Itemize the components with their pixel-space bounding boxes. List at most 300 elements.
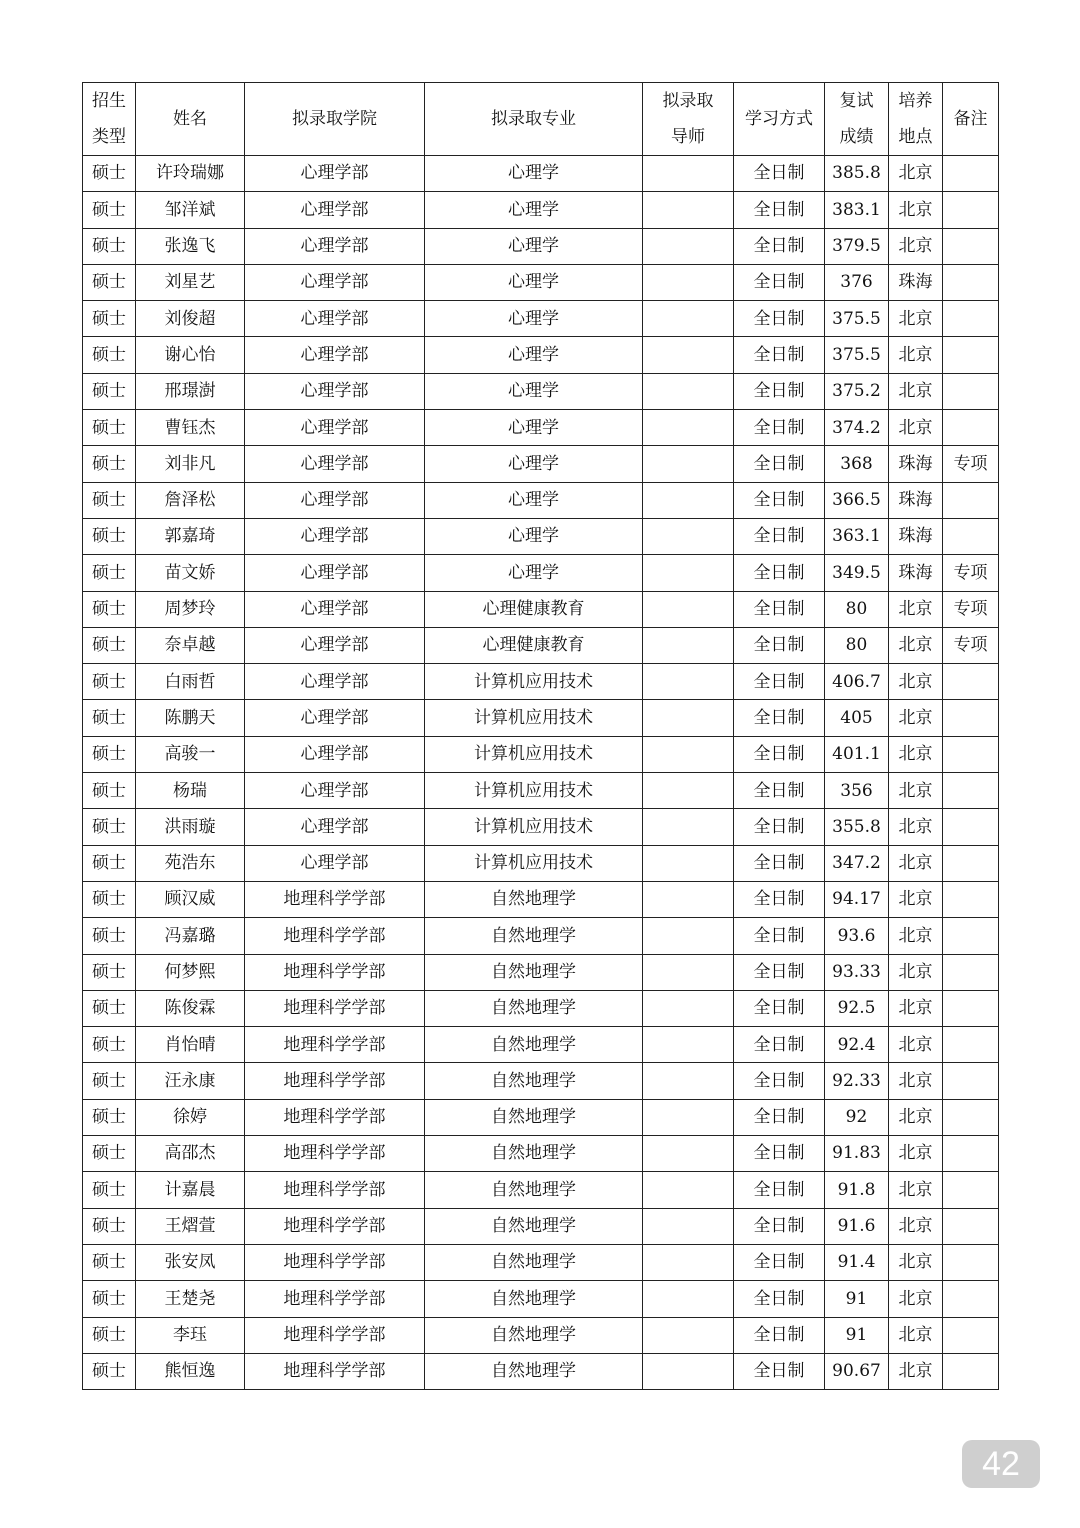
cell-enroll-type: 硕士	[83, 518, 136, 554]
table-row	[83, 845, 999, 881]
col-header-study-mode	[734, 83, 825, 156]
cell-study-mode: 全日制	[734, 337, 825, 373]
table-row	[83, 1317, 999, 1353]
table-row	[83, 228, 999, 264]
cell-name: 高邵杰	[136, 1136, 245, 1172]
cell-name: 徐婷	[136, 1099, 245, 1135]
cell-college: 地理科学学部	[245, 1208, 425, 1244]
cell-major: 自然地理学	[425, 1208, 643, 1244]
cell-major: 计算机应用技术	[425, 809, 643, 845]
cell-enroll-type: 硕士	[83, 736, 136, 772]
cell-major: 自然地理学	[425, 1136, 643, 1172]
cell-retest-score: 379.5	[825, 228, 889, 264]
cell-study-mode: 全日制	[734, 809, 825, 845]
cell-name: 肖怡晴	[136, 1027, 245, 1063]
cell-retest-score: 91	[825, 1317, 889, 1353]
cell-college: 地理科学学部	[245, 990, 425, 1026]
header-text-line: 培养	[898, 91, 933, 111]
cell-advisor	[643, 228, 734, 264]
cell-name: 何梦熙	[136, 954, 245, 990]
cell-major: 自然地理学	[425, 1281, 643, 1317]
cell-remarks	[943, 410, 999, 446]
cell-college: 心理学部	[245, 664, 425, 700]
cell-study-mode: 全日制	[734, 1208, 825, 1244]
cell-retest-score: 375.5	[825, 337, 889, 373]
cell-advisor	[643, 664, 734, 700]
cell-location: 北京	[889, 301, 943, 337]
header-text-line: 地点	[898, 127, 933, 147]
cell-study-mode: 全日制	[734, 1172, 825, 1208]
cell-name: 周梦玲	[136, 591, 245, 627]
table-row	[83, 555, 999, 591]
cell-name: 王熠萱	[136, 1208, 245, 1244]
cell-college: 心理学部	[245, 518, 425, 554]
cell-college: 地理科学学部	[245, 1063, 425, 1099]
cell-study-mode: 全日制	[734, 845, 825, 881]
cell-advisor	[643, 881, 734, 917]
cell-college: 心理学部	[245, 228, 425, 264]
cell-advisor	[643, 1027, 734, 1063]
admission-list-table-container	[82, 82, 998, 1390]
cell-remarks	[943, 1244, 999, 1280]
cell-college: 地理科学学部	[245, 1099, 425, 1135]
cell-major: 心理健康教育	[425, 627, 643, 663]
cell-college: 心理学部	[245, 410, 425, 446]
table-row	[83, 264, 999, 300]
cell-name: 汪永康	[136, 1063, 245, 1099]
cell-advisor	[643, 954, 734, 990]
cell-retest-score: 80	[825, 627, 889, 663]
cell-retest-score: 347.2	[825, 845, 889, 881]
cell-enroll-type: 硕士	[83, 1208, 136, 1244]
cell-study-mode: 全日制	[734, 1281, 825, 1317]
cell-retest-score: 91.83	[825, 1136, 889, 1172]
cell-location: 北京	[889, 700, 943, 736]
table-row	[83, 736, 999, 772]
col-header-enroll-type	[83, 83, 136, 156]
cell-enroll-type: 硕士	[83, 373, 136, 409]
cell-study-mode: 全日制	[734, 264, 825, 300]
cell-enroll-type: 硕士	[83, 1172, 136, 1208]
cell-remarks	[943, 337, 999, 373]
col-header-advisor	[643, 83, 734, 156]
cell-name: 郭嘉琦	[136, 518, 245, 554]
cell-name: 奈卓越	[136, 627, 245, 663]
cell-major: 计算机应用技术	[425, 700, 643, 736]
cell-study-mode: 全日制	[734, 1063, 825, 1099]
table-row	[83, 773, 999, 809]
cell-study-mode: 全日制	[734, 954, 825, 990]
cell-major: 心理学	[425, 264, 643, 300]
cell-advisor	[643, 1281, 734, 1317]
cell-advisor	[643, 990, 734, 1026]
cell-advisor	[643, 410, 734, 446]
cell-college: 心理学部	[245, 845, 425, 881]
cell-location: 北京	[889, 845, 943, 881]
cell-enroll-type: 硕士	[83, 1281, 136, 1317]
cell-name: 詹泽松	[136, 482, 245, 518]
table-body	[83, 156, 999, 1390]
cell-advisor	[643, 446, 734, 482]
cell-study-mode: 全日制	[734, 1244, 825, 1280]
cell-college: 地理科学学部	[245, 954, 425, 990]
cell-enroll-type: 硕士	[83, 1317, 136, 1353]
cell-college: 心理学部	[245, 192, 425, 228]
cell-location: 北京	[889, 410, 943, 446]
header-text-line: 姓名	[173, 109, 207, 129]
cell-major: 自然地理学	[425, 1244, 643, 1280]
cell-college: 心理学部	[245, 700, 425, 736]
cell-enroll-type: 硕士	[83, 809, 136, 845]
cell-retest-score: 92.4	[825, 1027, 889, 1063]
cell-study-mode: 全日制	[734, 192, 825, 228]
table-row	[83, 918, 999, 954]
cell-retest-score: 401.1	[825, 736, 889, 772]
cell-location: 北京	[889, 1063, 943, 1099]
table-row	[83, 1244, 999, 1280]
cell-location: 北京	[889, 373, 943, 409]
cell-remarks	[943, 192, 999, 228]
cell-major: 自然地理学	[425, 918, 643, 954]
cell-name: 苑浩东	[136, 845, 245, 881]
cell-name: 邹洋斌	[136, 192, 245, 228]
cell-advisor	[643, 555, 734, 591]
cell-retest-score: 366.5	[825, 482, 889, 518]
cell-location: 北京	[889, 736, 943, 772]
table-row	[83, 301, 999, 337]
cell-enroll-type: 硕士	[83, 410, 136, 446]
cell-remarks: 专项	[943, 591, 999, 627]
col-header-retest-score	[825, 83, 889, 156]
cell-enroll-type: 硕士	[83, 1244, 136, 1280]
cell-major: 自然地理学	[425, 1317, 643, 1353]
table-row	[83, 1281, 999, 1317]
cell-location: 北京	[889, 627, 943, 663]
cell-study-mode: 全日制	[734, 482, 825, 518]
cell-study-mode: 全日制	[734, 1099, 825, 1135]
cell-enroll-type: 硕士	[83, 337, 136, 373]
cell-retest-score: 383.1	[825, 192, 889, 228]
cell-enroll-type: 硕士	[83, 918, 136, 954]
admission-list-table	[82, 82, 999, 1390]
table-row	[83, 156, 999, 192]
table-header	[83, 83, 999, 156]
cell-enroll-type: 硕士	[83, 990, 136, 1026]
cell-advisor	[643, 809, 734, 845]
cell-location: 北京	[889, 337, 943, 373]
cell-remarks	[943, 809, 999, 845]
cell-enroll-type: 硕士	[83, 881, 136, 917]
cell-major: 自然地理学	[425, 990, 643, 1026]
cell-enroll-type: 硕士	[83, 1027, 136, 1063]
cell-name: 刘非凡	[136, 446, 245, 482]
cell-location: 珠海	[889, 518, 943, 554]
cell-advisor	[643, 700, 734, 736]
cell-remarks	[943, 301, 999, 337]
cell-college: 心理学部	[245, 301, 425, 337]
header-text-line: 拟录取学院	[292, 109, 377, 129]
cell-advisor	[643, 1063, 734, 1099]
cell-major: 计算机应用技术	[425, 845, 643, 881]
cell-name: 陈鹏天	[136, 700, 245, 736]
table-row	[83, 518, 999, 554]
table-row	[83, 700, 999, 736]
cell-location: 北京	[889, 954, 943, 990]
cell-retest-score: 90.67	[825, 1353, 889, 1389]
cell-advisor	[643, 192, 734, 228]
cell-advisor	[643, 1244, 734, 1280]
cell-location: 北京	[889, 1099, 943, 1135]
table-row	[83, 591, 999, 627]
cell-study-mode: 全日制	[734, 373, 825, 409]
table-row	[83, 373, 999, 409]
cell-college: 心理学部	[245, 373, 425, 409]
table-row	[83, 410, 999, 446]
cell-college: 心理学部	[245, 156, 425, 192]
table-row	[83, 192, 999, 228]
cell-location: 北京	[889, 1208, 943, 1244]
cell-retest-score: 93.33	[825, 954, 889, 990]
header-text-line: 拟录取专业	[491, 109, 576, 129]
cell-advisor	[643, 1208, 734, 1244]
col-header-name	[136, 83, 245, 156]
cell-location: 北京	[889, 192, 943, 228]
cell-study-mode: 全日制	[734, 990, 825, 1026]
cell-advisor	[643, 1136, 734, 1172]
cell-location: 北京	[889, 228, 943, 264]
cell-study-mode: 全日制	[734, 881, 825, 917]
cell-retest-score: 375.2	[825, 373, 889, 409]
col-header-location	[889, 83, 943, 156]
cell-major: 自然地理学	[425, 1172, 643, 1208]
cell-name: 熊恒逸	[136, 1353, 245, 1389]
cell-retest-score: 368	[825, 446, 889, 482]
cell-location: 北京	[889, 918, 943, 954]
header-row	[83, 83, 999, 156]
cell-advisor	[643, 1317, 734, 1353]
col-header-major	[425, 83, 643, 156]
cell-college: 地理科学学部	[245, 881, 425, 917]
table-row	[83, 1208, 999, 1244]
cell-remarks	[943, 1136, 999, 1172]
cell-major: 自然地理学	[425, 954, 643, 990]
cell-location: 北京	[889, 1027, 943, 1063]
cell-name: 刘星艺	[136, 264, 245, 300]
cell-advisor	[643, 845, 734, 881]
cell-advisor	[643, 373, 734, 409]
cell-college: 心理学部	[245, 809, 425, 845]
cell-college: 心理学部	[245, 337, 425, 373]
cell-name: 张逸飞	[136, 228, 245, 264]
table-row	[83, 954, 999, 990]
cell-advisor	[643, 918, 734, 954]
cell-remarks	[943, 1281, 999, 1317]
header-text-line: 成绩	[839, 127, 874, 147]
cell-location: 北京	[889, 1281, 943, 1317]
cell-remarks	[943, 228, 999, 264]
cell-remarks	[943, 264, 999, 300]
cell-name: 张安凤	[136, 1244, 245, 1280]
cell-major: 心理健康教育	[425, 591, 643, 627]
cell-major: 计算机应用技术	[425, 664, 643, 700]
header-text-line: 招生	[92, 91, 126, 111]
cell-retest-score: 91.6	[825, 1208, 889, 1244]
cell-retest-score: 376	[825, 264, 889, 300]
table-row	[83, 1099, 999, 1135]
cell-remarks	[943, 1172, 999, 1208]
cell-study-mode: 全日制	[734, 1353, 825, 1389]
cell-remarks	[943, 845, 999, 881]
cell-location: 北京	[889, 664, 943, 700]
cell-enroll-type: 硕士	[83, 156, 136, 192]
cell-study-mode: 全日制	[734, 410, 825, 446]
cell-location: 北京	[889, 591, 943, 627]
cell-retest-score: 406.7	[825, 664, 889, 700]
cell-retest-score: 93.6	[825, 918, 889, 954]
cell-name: 高骏一	[136, 736, 245, 772]
cell-study-mode: 全日制	[734, 518, 825, 554]
cell-advisor	[643, 1353, 734, 1389]
cell-remarks	[943, 482, 999, 518]
cell-retest-score: 91.4	[825, 1244, 889, 1280]
cell-college: 地理科学学部	[245, 1136, 425, 1172]
cell-major: 心理学	[425, 555, 643, 591]
table-row	[83, 1172, 999, 1208]
cell-advisor	[643, 736, 734, 772]
cell-remarks	[943, 881, 999, 917]
cell-study-mode: 全日制	[734, 1317, 825, 1353]
cell-advisor	[643, 518, 734, 554]
cell-location: 珠海	[889, 446, 943, 482]
cell-retest-score: 355.8	[825, 809, 889, 845]
cell-remarks	[943, 700, 999, 736]
cell-remarks	[943, 1317, 999, 1353]
cell-advisor	[643, 264, 734, 300]
cell-enroll-type: 硕士	[83, 228, 136, 264]
cell-name: 计嘉晨	[136, 1172, 245, 1208]
cell-advisor	[643, 156, 734, 192]
cell-major: 自然地理学	[425, 1353, 643, 1389]
cell-major: 心理学	[425, 192, 643, 228]
cell-name: 苗文娇	[136, 555, 245, 591]
cell-study-mode: 全日制	[734, 773, 825, 809]
table-row	[83, 809, 999, 845]
cell-location: 北京	[889, 1244, 943, 1280]
cell-enroll-type: 硕士	[83, 192, 136, 228]
cell-remarks	[943, 773, 999, 809]
cell-remarks	[943, 664, 999, 700]
cell-name: 邢璟澍	[136, 373, 245, 409]
cell-enroll-type: 硕士	[83, 627, 136, 663]
col-header-remarks	[943, 83, 999, 156]
cell-enroll-type: 硕士	[83, 773, 136, 809]
cell-name: 谢心怡	[136, 337, 245, 373]
cell-remarks	[943, 1027, 999, 1063]
cell-advisor	[643, 773, 734, 809]
cell-location: 北京	[889, 1172, 943, 1208]
cell-location: 珠海	[889, 482, 943, 518]
cell-advisor	[643, 301, 734, 337]
cell-retest-score: 356	[825, 773, 889, 809]
cell-remarks	[943, 1353, 999, 1389]
cell-name: 洪雨璇	[136, 809, 245, 845]
cell-study-mode: 全日制	[734, 591, 825, 627]
cell-retest-score: 374.2	[825, 410, 889, 446]
cell-advisor	[643, 337, 734, 373]
cell-enroll-type: 硕士	[83, 664, 136, 700]
cell-enroll-type: 硕士	[83, 264, 136, 300]
cell-location: 珠海	[889, 264, 943, 300]
cell-college: 地理科学学部	[245, 1172, 425, 1208]
cell-enroll-type: 硕士	[83, 482, 136, 518]
cell-retest-score: 91.8	[825, 1172, 889, 1208]
cell-remarks	[943, 1099, 999, 1135]
cell-enroll-type: 硕士	[83, 1063, 136, 1099]
cell-college: 心理学部	[245, 555, 425, 591]
cell-location: 北京	[889, 1136, 943, 1172]
cell-remarks	[943, 990, 999, 1026]
table-row	[83, 990, 999, 1026]
cell-major: 自然地理学	[425, 1099, 643, 1135]
cell-college: 心理学部	[245, 773, 425, 809]
cell-college: 心理学部	[245, 627, 425, 663]
cell-major: 计算机应用技术	[425, 773, 643, 809]
cell-enroll-type: 硕士	[83, 555, 136, 591]
cell-retest-score: 92.33	[825, 1063, 889, 1099]
table-row	[83, 627, 999, 663]
cell-study-mode: 全日制	[734, 918, 825, 954]
cell-advisor	[643, 591, 734, 627]
cell-college: 地理科学学部	[245, 918, 425, 954]
cell-advisor	[643, 627, 734, 663]
cell-name: 顾汉威	[136, 881, 245, 917]
table-row	[83, 1063, 999, 1099]
cell-location: 北京	[889, 881, 943, 917]
cell-major: 心理学	[425, 301, 643, 337]
table-row	[83, 881, 999, 917]
table-row	[83, 337, 999, 373]
table-row	[83, 446, 999, 482]
cell-enroll-type: 硕士	[83, 446, 136, 482]
cell-advisor	[643, 1172, 734, 1208]
cell-remarks	[943, 156, 999, 192]
cell-major: 计算机应用技术	[425, 736, 643, 772]
cell-study-mode: 全日制	[734, 664, 825, 700]
cell-retest-score: 405	[825, 700, 889, 736]
cell-remarks	[943, 918, 999, 954]
header-text-line: 复试	[839, 91, 874, 111]
cell-retest-score: 375.5	[825, 301, 889, 337]
cell-remarks	[943, 954, 999, 990]
cell-major: 心理学	[425, 482, 643, 518]
cell-name: 李珏	[136, 1317, 245, 1353]
cell-study-mode: 全日制	[734, 555, 825, 591]
cell-retest-score: 80	[825, 591, 889, 627]
cell-college: 心理学部	[245, 736, 425, 772]
cell-name: 许玲瑞娜	[136, 156, 245, 192]
cell-name: 陈俊霖	[136, 990, 245, 1026]
cell-major: 心理学	[425, 337, 643, 373]
cell-remarks	[943, 1208, 999, 1244]
header-text-line: 导师	[671, 127, 705, 147]
cell-enroll-type: 硕士	[83, 591, 136, 627]
cell-enroll-type: 硕士	[83, 1353, 136, 1389]
cell-location: 北京	[889, 1317, 943, 1353]
cell-remarks	[943, 518, 999, 554]
header-text-line: 备注	[953, 109, 988, 129]
cell-name: 冯嘉璐	[136, 918, 245, 954]
cell-remarks	[943, 736, 999, 772]
